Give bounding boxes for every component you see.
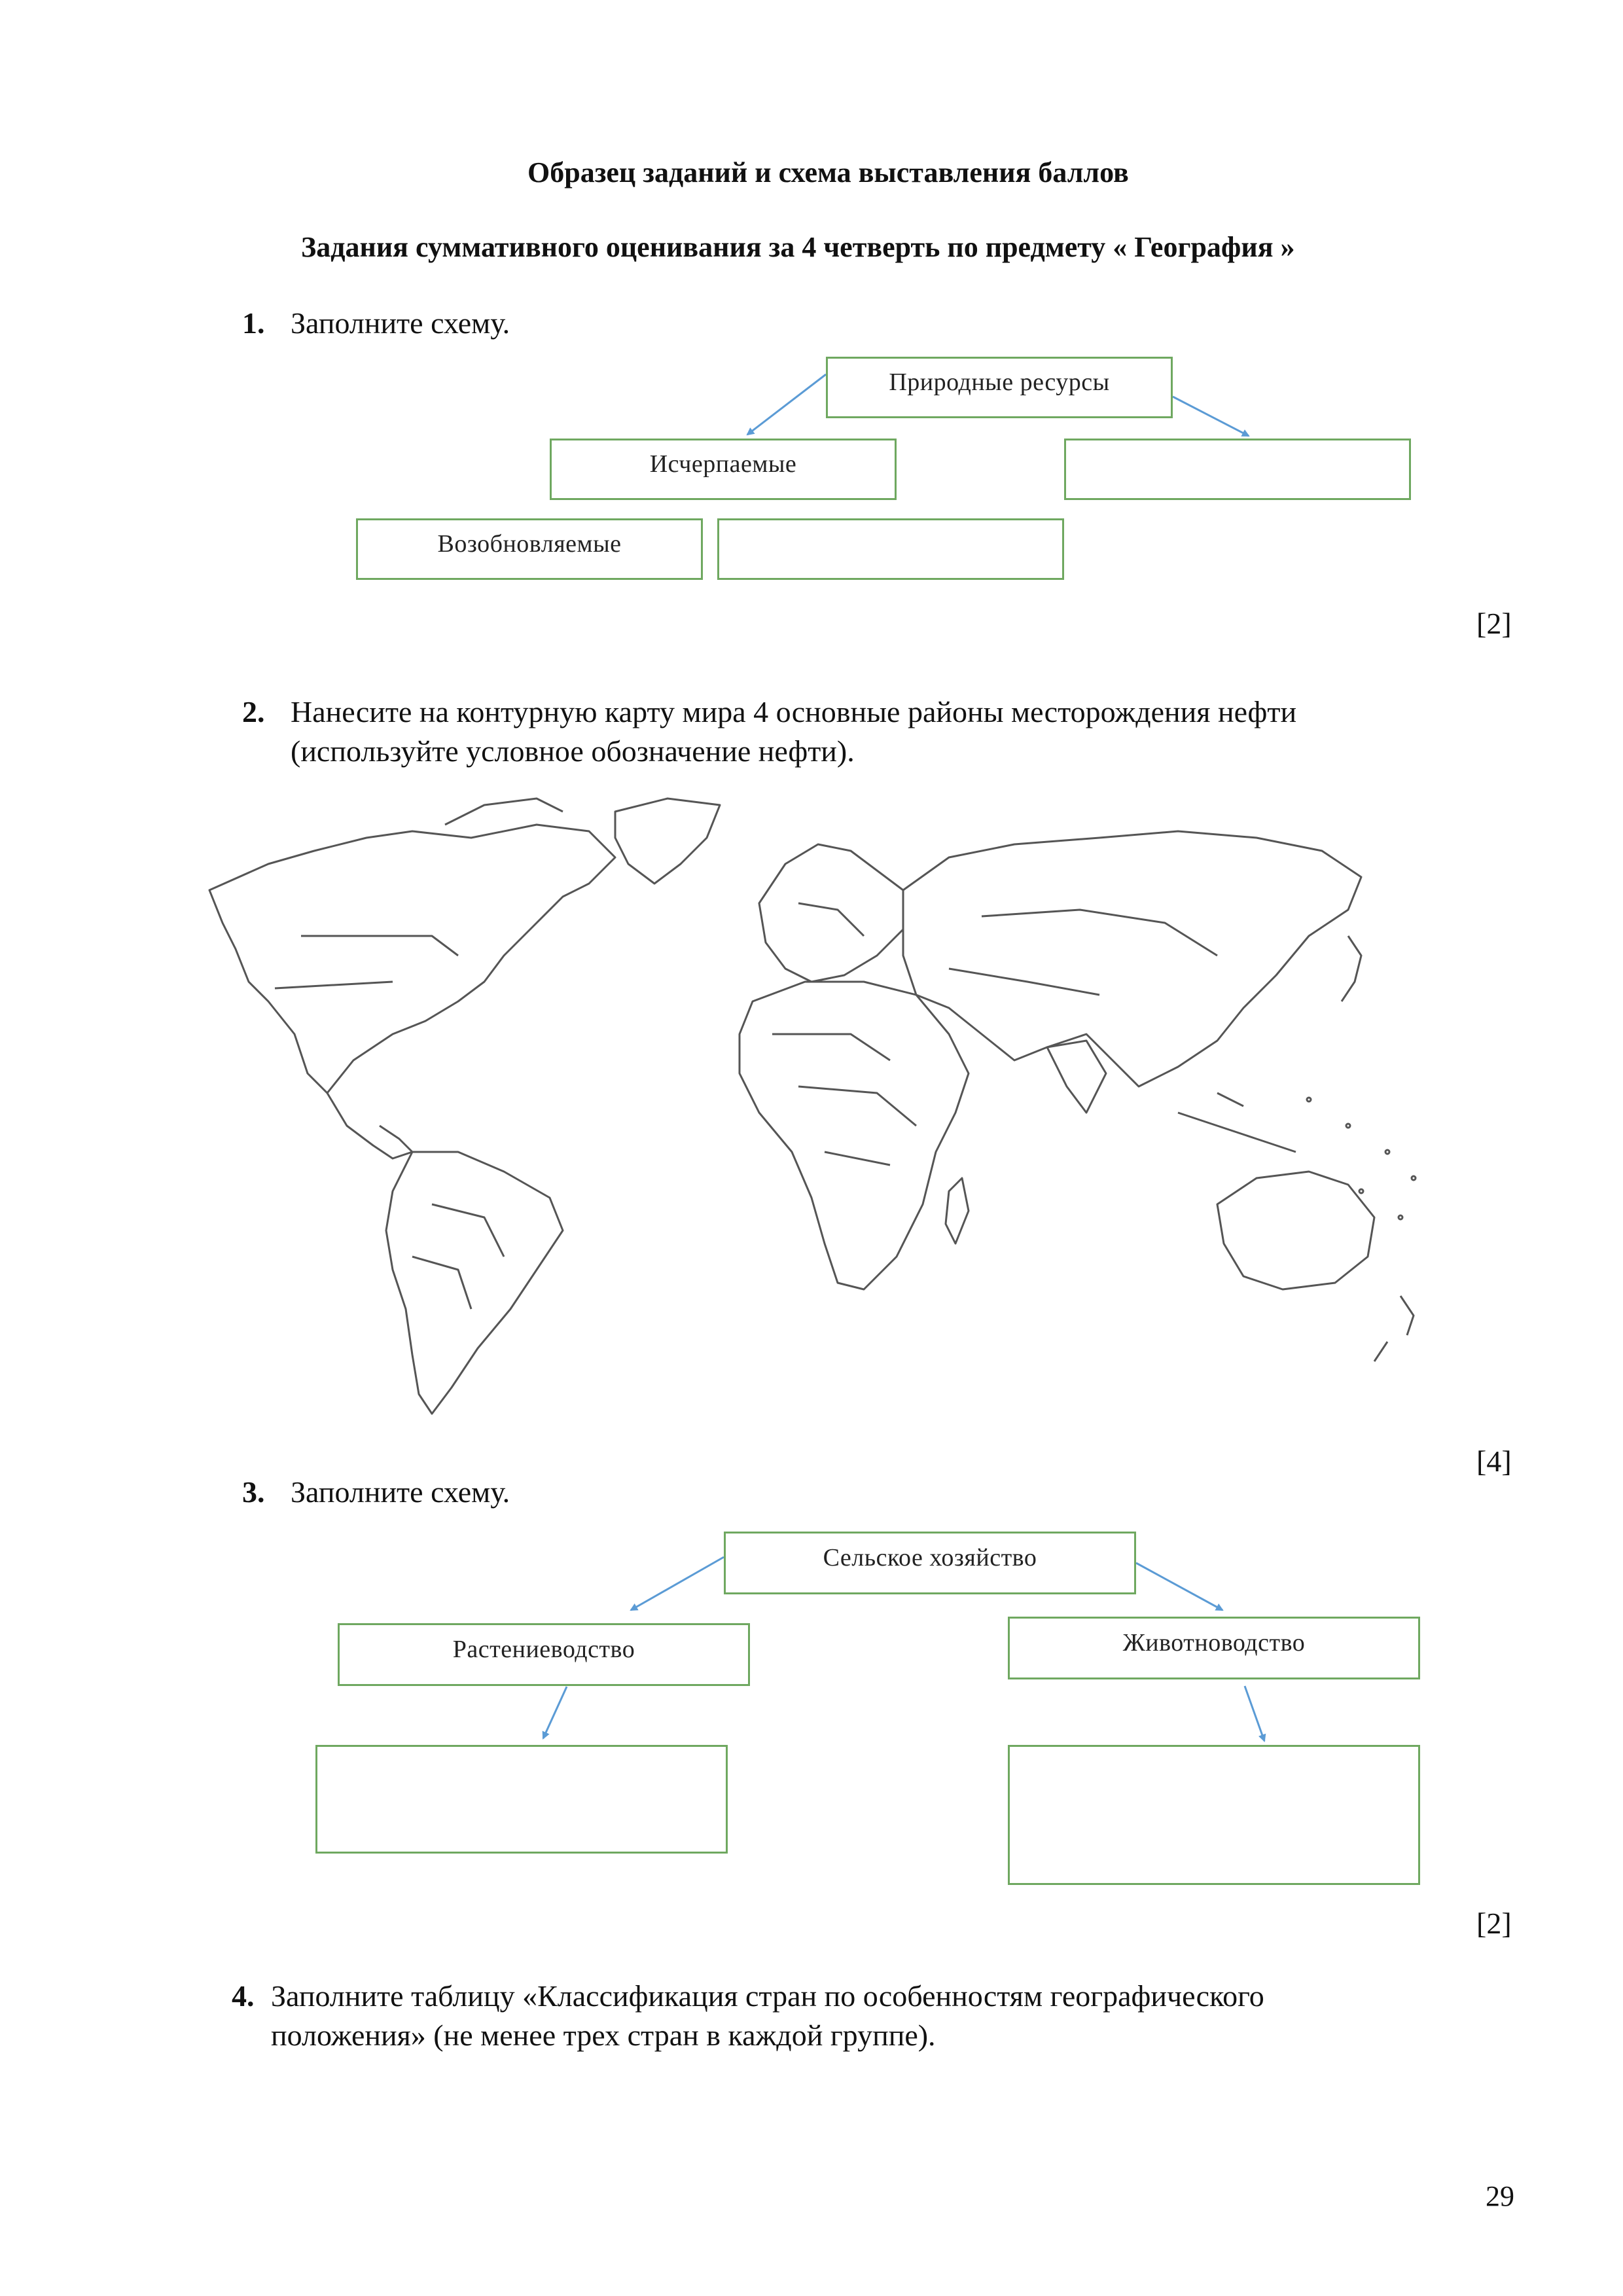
australia-outline [1217,1172,1374,1289]
diagram-livestock: Животноводство [1008,1617,1420,1679]
task-1-number: 1. [242,306,265,340]
task-4-text-line2: положения» (не менее трех стран в каждой группе). [271,2018,936,2052]
task-1-text: Заполните схему. [291,306,510,340]
diagram-blank-left-child[interactable] [315,1745,728,1854]
world-contour-map[interactable] [196,785,1427,1427]
task-3-number: 3. [242,1475,265,1509]
document-title: Образец заданий и схема выставления баллов [527,156,1129,188]
task-4-text-line1: Заполните таблицу «Классификация стран по особенностям географического [271,1979,1264,2013]
task-2-text-line1: Нанесите на контурную карту мира 4 основные районы месторождения нефти [291,695,1297,728]
task-3-score: [2] [1476,1907,1512,1940]
africa-outline [740,982,969,1289]
asia-outline [903,831,1361,1086]
diagram-blank-right-child[interactable] [1008,1745,1420,1885]
task-1-score: [2] [1476,607,1512,640]
task-3 [242,1473,1486,1512]
task-2-text-line2: (используйте условное обозначение нефти). [291,734,855,768]
task-2-number: 2. [242,695,265,728]
arrow-left [747,374,826,435]
task-2-score: [4] [1476,1444,1512,1478]
india-outline [1047,1041,1106,1113]
diagram-blank-right[interactable] [1064,439,1411,500]
arrow-left [631,1557,724,1610]
arrow-down-left [543,1687,567,1738]
diagram-root-natural-resources: Природные ресурсы [826,357,1173,418]
greenland-outline [615,798,720,884]
diagram-blank-sub-right[interactable] [717,518,1064,580]
north-america-outline [209,825,615,1093]
arrow-right [1173,397,1249,436]
task-4 [232,1977,1488,2062]
document-subtitle: Задания суммативного оценивания за 4 четверть по предмету « География » [301,231,1295,263]
japan-outline [1342,936,1361,1001]
page-number: 29 [1486,2180,1514,2212]
madagascar-outline [946,1178,969,1244]
task-4-number: 4. [232,1979,255,2013]
central-america-outline [327,1093,412,1158]
arrow-down-right [1245,1686,1264,1741]
task-2 [242,692,1486,778]
diagram-crop-production: Растениеводство [338,1623,750,1686]
diagram-root-agriculture: Сельское хозяйство [724,1532,1136,1594]
europe-outline [759,844,903,982]
diagram-exhaustible: Исчерпаемые [550,439,897,500]
south-america-outline [386,1152,563,1414]
task-3-text: Заполните схему. [291,1475,510,1509]
diagram-renewable: Возобновляемые [356,518,703,580]
southeast-asia-islands [1178,1093,1296,1152]
new-zealand-outline [1374,1296,1414,1361]
arrow-right [1136,1563,1222,1610]
